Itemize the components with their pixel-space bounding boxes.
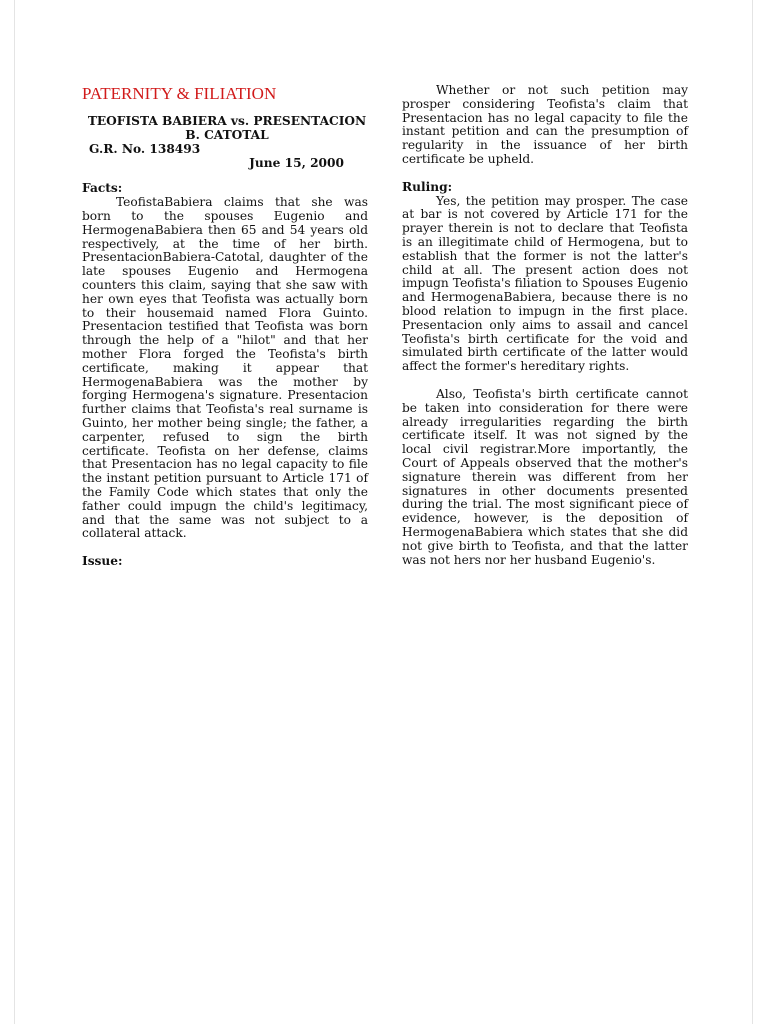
case-reference <box>82 143 368 171</box>
facts-label: Facts: <box>82 181 123 196</box>
ruling-text-1: Yes, the petition may prosper. The case at bar is not covered by Article 171 for the prayer therein is not to declare that Teofista is an illegitimate child of Hermogena, but to establish that the former is not the latter's child at all. The present action does not impugn Teofista's filiation to Spouses Eugenio and HermogenaBabiera, because there is no blood relation to impugn in the first place. Presentacion only aims to assail and cancel Teofista's birth certificate for the void and simulated birth certificate of the latter would affect the former's hereditary rights. <box>402 193 688 374</box>
case-title: TEOFISTA BABIERA vs. PRESENTACION B. CATOTAL <box>87 114 367 142</box>
paragraph-gap <box>402 374 688 388</box>
issue-label: Issue: <box>82 554 123 569</box>
issue-text: Whether or not such petition may prosper considering Teofista's claim that Presentacion has no legal capacity to file the instant petition and can the presumption of regularity in the issuance of her birth certificate be upheld. <box>402 83 688 166</box>
left-column <box>82 84 368 569</box>
ruling-text-2: Also, Teofista's birth certificate cannot be taken into consideration for there were already irregularities regarding the birth certificate itself. It was not signed by the local civil registrar.More importantly, the Court of Appeals observed that the mother's signature therein was different from her signatures in other documents presented during the trial. The most significant piece of evidence, however, is the deposition of HermogenaBabiera which states that she did not give birth to Teofista, and that the latter was not hers nor her husband Eugenio's. <box>402 386 688 567</box>
facts-text: TeofistaBabiera claims that she was born to the spouses Eugenio and HermogenaBabiera then 65 and 54 years old respectively, at the time of her birth. PresentacionBabiera-Catotal, daughter of the late spouses Eugenio and Hermogena counters this claim, saying that she saw with her own eyes that Teofista was actually born to their housemaid named Flora Guinto. Presentacion testified that Teofista was born through the help of a "hilot" and that her mother Flora forged the Teofista's birth certificate, making it appear that HermogenaBabiera was the mother by forging Hermogena's signature. Presentacion further claims that Teofista's real surname is Guinto, her mother being single; the father, a carpenter, refused to sign the birth certificate. Teofista on her defense, claims that Presentacion has no legal capacity to file the instant petition pursuant to Article 171 of the Family Code which states that only the father could impugn the child's legitimacy, and that the same was not subject to a collateral attack. <box>82 195 368 541</box>
document-heading: PATERNITY & FILIATION <box>82 84 277 103</box>
right-column <box>402 84 688 567</box>
ruling-label: Ruling: <box>402 179 453 194</box>
gr-number: G.R. No. 138493 <box>89 141 201 156</box>
page-edge-left <box>14 0 15 1024</box>
page-edge-right <box>752 0 753 1024</box>
case-date: June 15, 2000 <box>249 155 344 170</box>
